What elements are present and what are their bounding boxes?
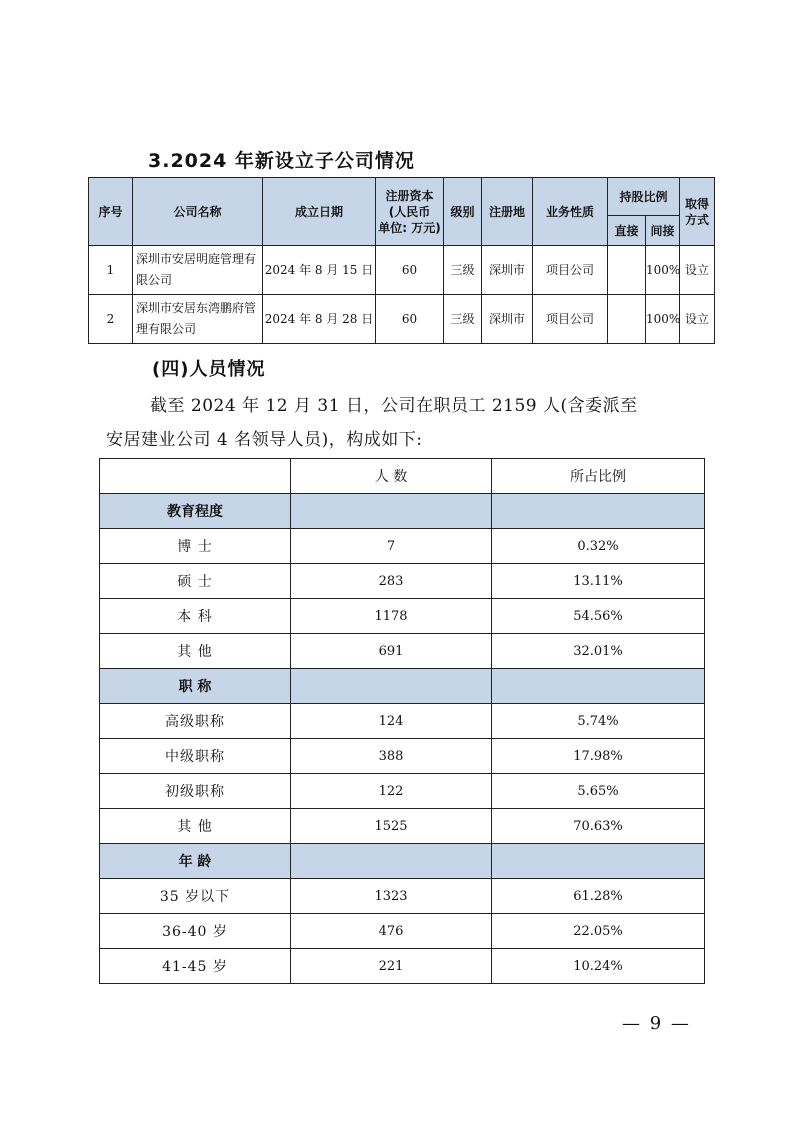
row-count: 1525: [291, 809, 492, 844]
header-level: 级别: [444, 178, 482, 246]
staff-composition-table: [99, 458, 705, 984]
group-row-age: [100, 844, 705, 879]
header-establish-date: 成立日期: [263, 178, 376, 246]
row-ratio: 10.24%: [492, 949, 705, 984]
header-indirect: 间接: [646, 216, 680, 246]
table-row: [100, 914, 705, 949]
acquire-line1: 取得: [685, 196, 710, 211]
table-row: [100, 879, 705, 914]
cell-capital: 60: [376, 295, 444, 344]
table-row: [100, 704, 705, 739]
header-direct: 直接: [608, 216, 646, 246]
header-blank: [100, 459, 291, 494]
row-label: 本 科: [100, 599, 291, 634]
capital-line3: 单位: 万元): [378, 220, 441, 235]
group-row-education: [100, 494, 705, 529]
cell-date: 2024 年 8 月 28 日: [263, 295, 376, 344]
table-row: [100, 949, 705, 984]
section-title: 3.2024 年新设立子公司情况: [148, 150, 415, 172]
row-label: 其 他: [100, 634, 291, 669]
group-title: 职 称: [100, 669, 291, 704]
cell-date: 2024 年 8 月 15 日: [263, 246, 376, 295]
capital-line2: (人民币: [388, 204, 431, 219]
row-label: 35 岁以下: [100, 879, 291, 914]
row-count: 476: [291, 914, 492, 949]
cell-indirect: 100%: [646, 295, 680, 344]
row-ratio: 5.65%: [492, 774, 705, 809]
row-count: 1323: [291, 879, 492, 914]
paragraph-line-1: 截至 2024 年 12 月 31 日，公司在职员工 2159 人(含委派至: [150, 396, 638, 416]
table-row: [89, 246, 715, 295]
row-count: 7: [291, 529, 492, 564]
header-shareholding: 持股比例: [608, 178, 680, 216]
header-business: 业务性质: [533, 178, 608, 246]
row-ratio: 5.74%: [492, 704, 705, 739]
row-ratio: 22.05%: [492, 914, 705, 949]
row-ratio: 32.01%: [492, 634, 705, 669]
group-title: 年 龄: [100, 844, 291, 879]
acquire-line2: 方式: [685, 212, 710, 227]
table-row: [100, 564, 705, 599]
header-location: 注册地: [482, 178, 533, 246]
capital-line1: 注册资本: [385, 188, 434, 203]
header-count: 人 数: [291, 459, 492, 494]
cell-capital: 60: [376, 246, 444, 295]
row-label: 博 士: [100, 529, 291, 564]
cell-business: 项目公司: [533, 246, 608, 295]
cell-company-name: 深圳市安居东湾鹏府管理有限公司: [133, 295, 263, 344]
table-row: [100, 809, 705, 844]
table-row: [89, 295, 715, 344]
cell-seq: 2: [89, 295, 133, 344]
row-label: 初级职称: [100, 774, 291, 809]
group-row-title: [100, 669, 705, 704]
row-count: 691: [291, 634, 492, 669]
cell-business: 项目公司: [533, 295, 608, 344]
cell-seq: 1: [89, 246, 133, 295]
row-count: 1178: [291, 599, 492, 634]
header-registered-capital: [376, 178, 444, 246]
cell-method: 设立: [680, 295, 715, 344]
row-label: 高级职称: [100, 704, 291, 739]
table-row: [100, 634, 705, 669]
group-title: 教育程度: [100, 494, 291, 529]
row-count: 283: [291, 564, 492, 599]
row-label: 其 他: [100, 809, 291, 844]
header-acquire-method: [680, 178, 715, 246]
row-count: 221: [291, 949, 492, 984]
cell-location: 深圳市: [482, 295, 533, 344]
table-row: [100, 739, 705, 774]
table-row: [100, 774, 705, 809]
subsidiaries-table: [88, 177, 715, 344]
cell-company-name: 深圳市安居明庭管理有限公司: [133, 246, 263, 295]
paragraph-line-2: 安居建业公司 4 名领导人员)，构成如下:: [106, 430, 423, 450]
header-ratio: 所占比例: [492, 459, 705, 494]
row-ratio: 17.98%: [492, 739, 705, 774]
header-company-name: 公司名称: [133, 178, 263, 246]
cell-direct: [608, 246, 646, 295]
cell-direct: [608, 295, 646, 344]
table-row: [100, 599, 705, 634]
row-ratio: 61.28%: [492, 879, 705, 914]
row-label: 36-40 岁: [100, 914, 291, 949]
page-number: — 9 —: [622, 1013, 691, 1034]
cell-method: 设立: [680, 246, 715, 295]
table-row: [100, 529, 705, 564]
header-seq: 序号: [89, 178, 133, 246]
personnel-paragraph: [106, 389, 706, 457]
row-ratio: 54.56%: [492, 599, 705, 634]
cell-indirect: 100%: [646, 246, 680, 295]
cell-level: 三级: [444, 246, 482, 295]
row-ratio: 0.32%: [492, 529, 705, 564]
table-header-row: [100, 459, 705, 494]
personnel-heading: (四)人员情况: [152, 359, 266, 380]
row-label: 硕 士: [100, 564, 291, 599]
row-label: 41-45 岁: [100, 949, 291, 984]
cell-level: 三级: [444, 295, 482, 344]
row-label: 中级职称: [100, 739, 291, 774]
row-count: 388: [291, 739, 492, 774]
row-ratio: 70.63%: [492, 809, 705, 844]
row-count: 122: [291, 774, 492, 809]
row-count: 124: [291, 704, 492, 739]
row-ratio: 13.11%: [492, 564, 705, 599]
cell-location: 深圳市: [482, 246, 533, 295]
